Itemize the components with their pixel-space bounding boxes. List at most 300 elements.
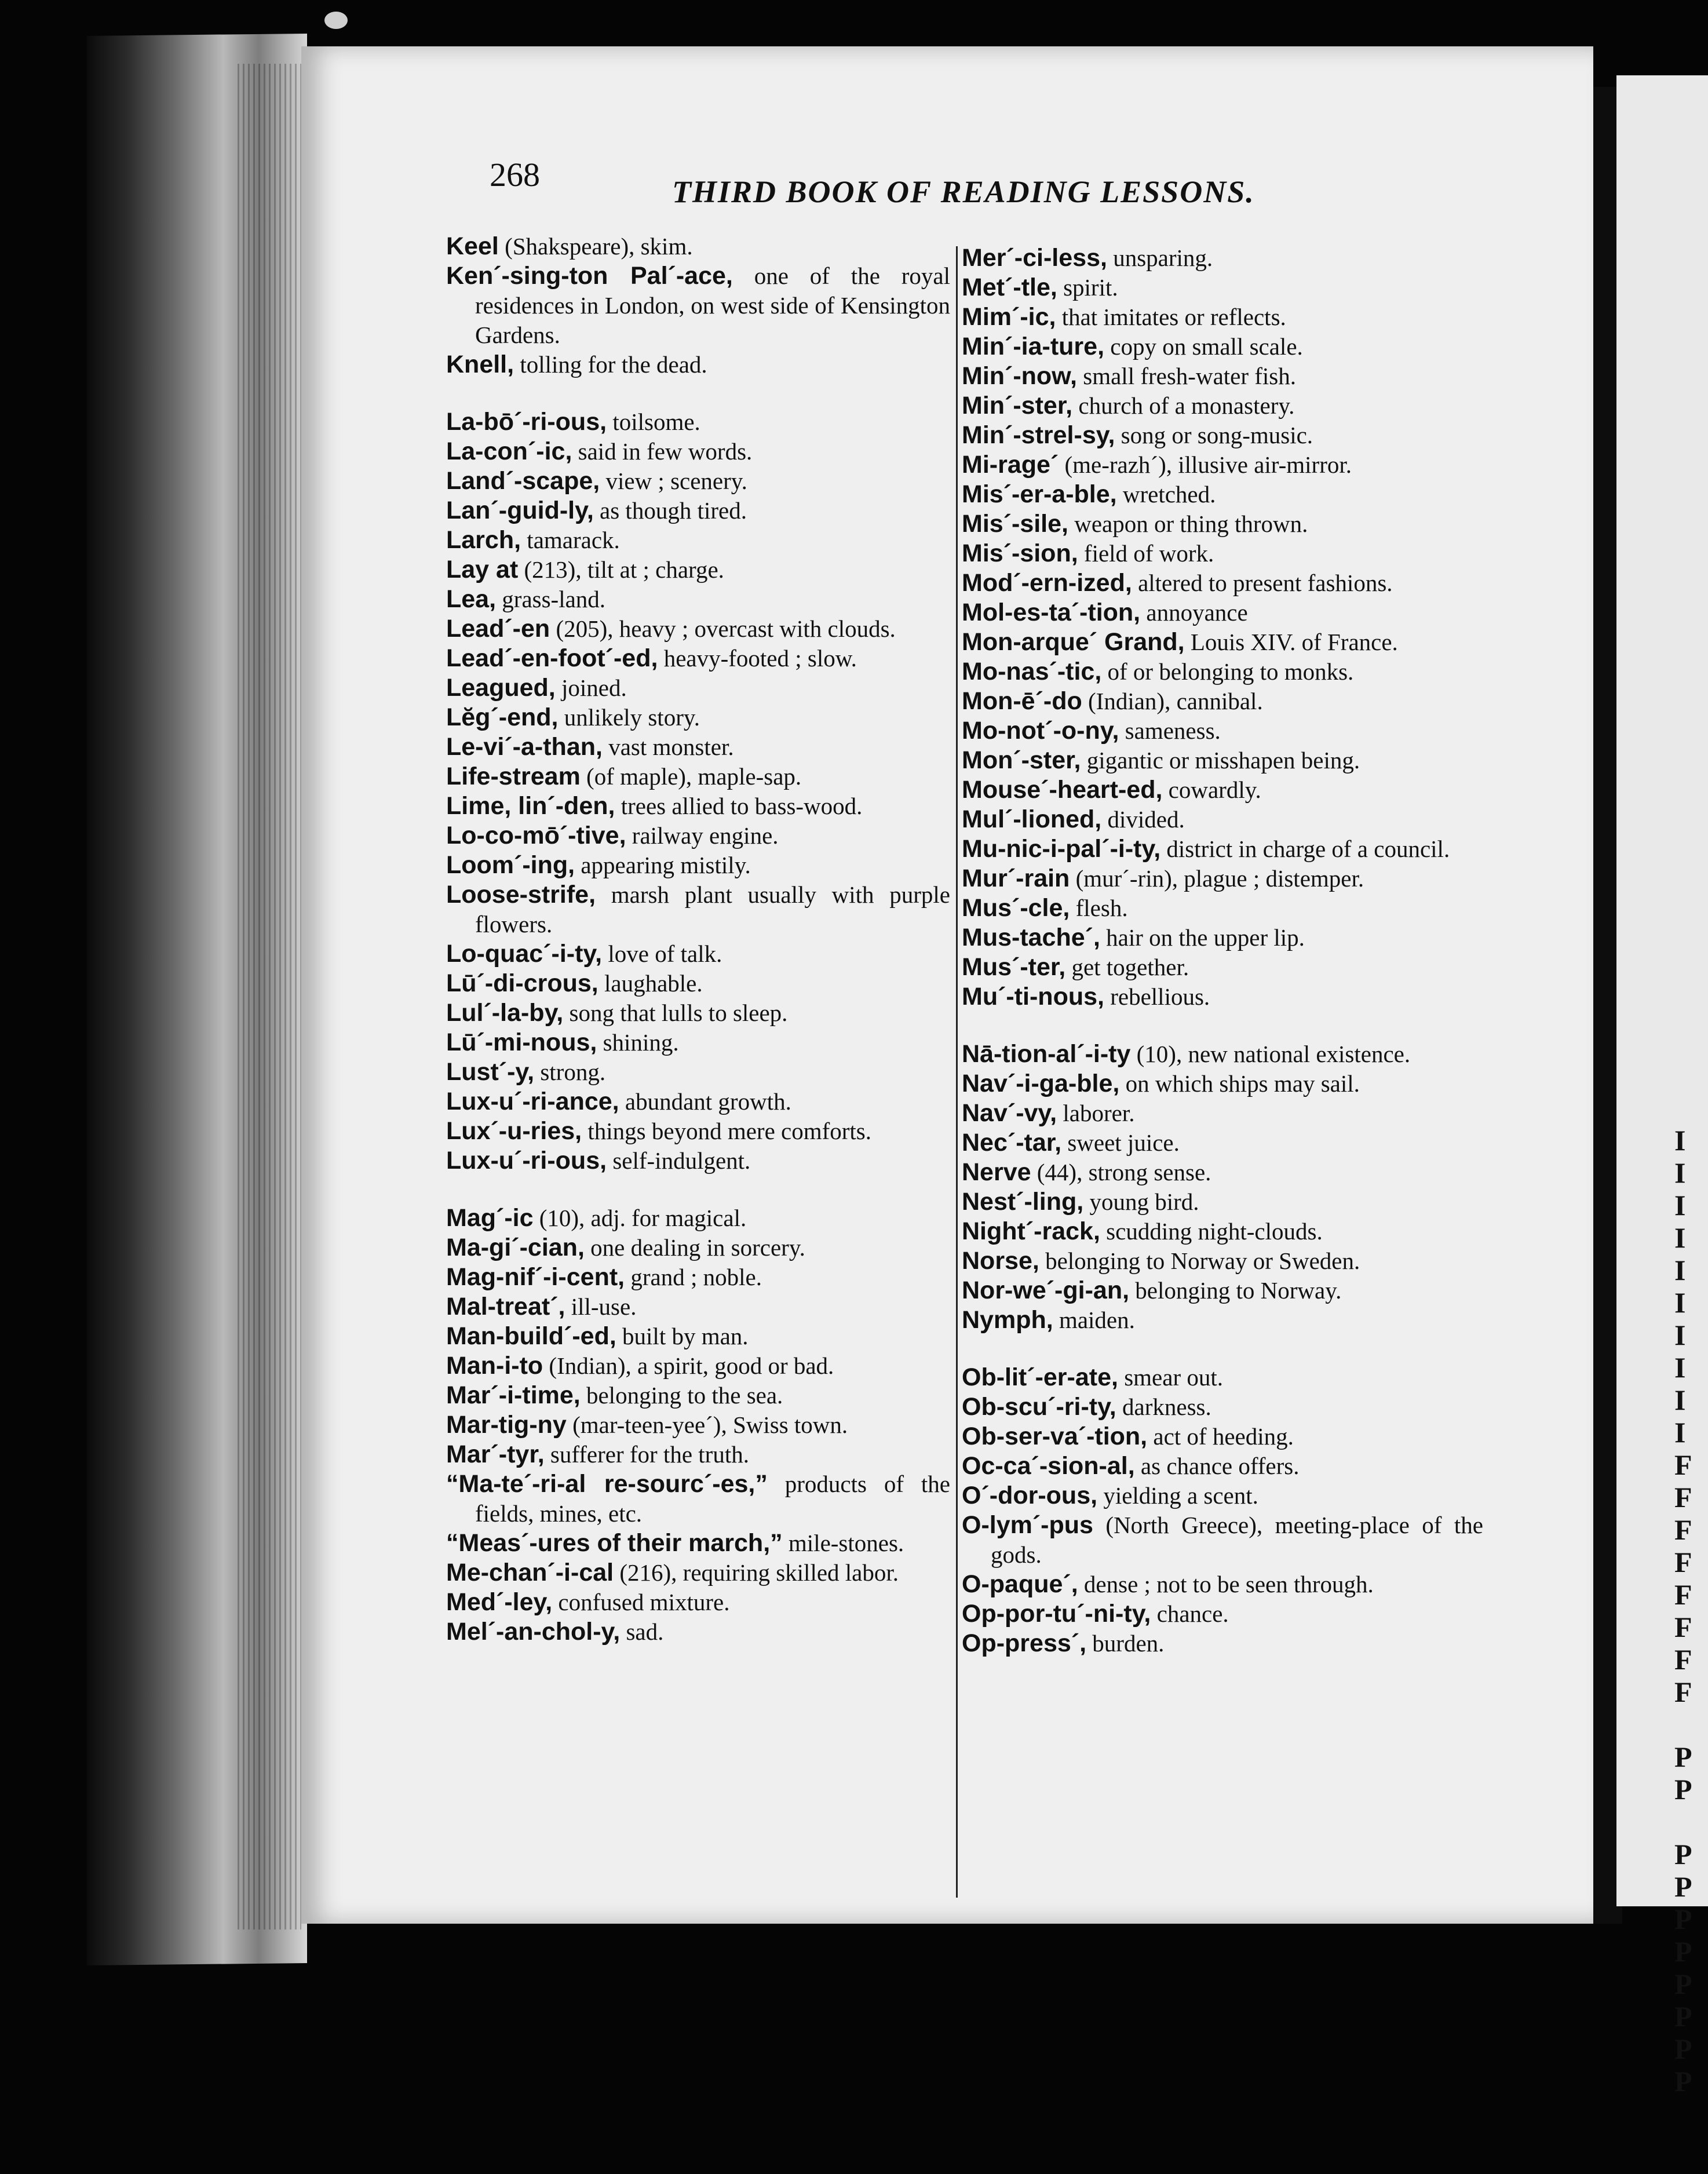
facing-page-letter: I	[1674, 1157, 1686, 1189]
definition: (of maple), maple-sap.	[580, 763, 802, 790]
definition: church of a monastery.	[1072, 392, 1295, 419]
headword: Lux-u´-ri-ance,	[446, 1088, 619, 1115]
glossary-entry	[962, 657, 1483, 687]
definition: act of heeding.	[1147, 1423, 1294, 1450]
glossary-entry	[962, 1511, 1483, 1570]
headword: Loose-strife,	[446, 881, 596, 909]
facing-page-letter: P	[1674, 2000, 1692, 2033]
definition: railway engine.	[626, 822, 779, 849]
definition: grand ; noble.	[625, 1264, 762, 1290]
headword: Mis´-sile,	[962, 510, 1068, 538]
glossary-entry	[446, 1529, 950, 1558]
facing-page-letter: F	[1674, 1676, 1692, 1708]
glossary-entry	[446, 437, 950, 466]
glossary-entry	[446, 791, 950, 821]
headword: Night´-rack,	[962, 1217, 1100, 1245]
headword: Lo-co-mō´-tive,	[446, 822, 626, 849]
glossary-entry	[962, 450, 1483, 480]
headword: Mus´-ter,	[962, 953, 1066, 981]
facing-page-letter: P	[1674, 1741, 1692, 1773]
glossary-entry	[446, 1263, 950, 1292]
glossary-entry	[446, 1028, 950, 1057]
definition: on which ships may sail.	[1119, 1070, 1360, 1097]
section-gap	[962, 1335, 1483, 1363]
facing-page-letter: P	[1674, 2033, 1692, 2065]
headword: Leagued,	[446, 674, 556, 702]
headword: Mu´-ti-nous,	[962, 983, 1104, 1011]
definition: district in charge of a council.	[1160, 836, 1450, 862]
page-number: 268	[490, 156, 540, 194]
definition: (me-razh´), illusive air-mirror.	[1059, 451, 1352, 478]
definition: built by man.	[616, 1323, 749, 1349]
facing-page-letter: P	[1674, 2065, 1692, 2098]
glossary-entry	[446, 1381, 950, 1410]
glossary-entry	[962, 1276, 1483, 1305]
definition: wretched.	[1116, 481, 1216, 508]
glossary-entry	[446, 1440, 950, 1469]
headword: Min´-ster,	[962, 392, 1073, 420]
definition: ill-use.	[565, 1293, 637, 1320]
headword: Mus-tache´,	[962, 924, 1100, 951]
headword: Lead´-en	[446, 615, 550, 643]
glossary-entry	[446, 1203, 950, 1233]
definition: view ; scenery.	[600, 468, 747, 494]
headword: Lux´-u-ries,	[446, 1117, 582, 1145]
definition: marsh plant usually with purple flowers.	[475, 881, 950, 938]
definition: toilsome.	[607, 408, 700, 435]
glossary-entry	[962, 953, 1483, 982]
definition: sad.	[620, 1618, 664, 1645]
definition: field of work.	[1078, 540, 1214, 567]
headword: Lĕg´-end,	[446, 703, 559, 731]
headword: Mol-es-ta´-tion,	[962, 599, 1141, 626]
definition: copy on small scale.	[1104, 333, 1303, 360]
facing-page-letter: P	[1674, 1968, 1692, 2000]
headword: Mar-tig-ny	[446, 1411, 567, 1439]
definition: joined.	[555, 674, 627, 701]
facing-page-letter: P	[1674, 1870, 1692, 1903]
facing-page-letter: P	[1674, 1935, 1692, 1968]
glossary-entry	[962, 687, 1483, 716]
glossary-entry	[446, 1322, 950, 1351]
headword: Larch,	[446, 526, 521, 554]
headword: Ob-lit´-er-ate,	[962, 1363, 1118, 1391]
definition: dense ; not to be seen through.	[1078, 1571, 1374, 1597]
headword: Mal-treat´,	[446, 1293, 565, 1321]
glossary-entry	[446, 466, 950, 496]
facing-page-letter: I	[1674, 1189, 1686, 1221]
definition: burden.	[1086, 1630, 1165, 1657]
definition: (mar-teen-yee´), Swiss town.	[566, 1411, 848, 1438]
definition: unsparing.	[1107, 245, 1213, 271]
glossary-entry	[962, 598, 1483, 628]
glossary-entry	[962, 805, 1483, 834]
definition: as though tired.	[593, 497, 747, 524]
glossary-entry	[446, 1233, 950, 1263]
headword: Mim´-ic,	[962, 303, 1056, 331]
definition: flesh.	[1070, 895, 1128, 921]
glossary-entry	[446, 762, 950, 791]
glossary-entry	[962, 1128, 1483, 1158]
definition: hair on the upper lip.	[1100, 924, 1305, 951]
definition: darkness.	[1116, 1394, 1211, 1420]
headword: Ob-scu´-ri-ty,	[962, 1393, 1116, 1421]
glossary-entry	[446, 555, 950, 585]
headword: La-con´-ic,	[446, 437, 572, 465]
headword: Mon-ē´-do	[962, 687, 1082, 715]
glossary-entry	[446, 496, 950, 526]
definition: (Shakspeare), skim.	[498, 233, 693, 260]
glossary-entry	[446, 407, 950, 437]
facing-page-letter: I	[1674, 1286, 1686, 1319]
headword: Min´-ia-ture,	[962, 333, 1105, 360]
glossary-entry	[962, 1570, 1483, 1599]
definition: (Indian), a spirit, good or bad.	[543, 1352, 834, 1379]
definition: maiden.	[1053, 1307, 1135, 1333]
glossary-entry	[962, 273, 1483, 302]
headword: O-lym´-pus	[962, 1511, 1093, 1539]
headword: Lea,	[446, 585, 497, 613]
headword: Keel	[446, 232, 499, 260]
facing-page-letter: F	[1674, 1546, 1692, 1578]
headword: Ken´-sing-ton Pal´-ace,	[446, 262, 733, 290]
glossary-right-column	[962, 243, 1483, 1658]
definition: appearing mistily.	[575, 852, 751, 878]
facing-page-letter: F	[1674, 1481, 1692, 1513]
glossary-entry	[962, 893, 1483, 923]
glossary-left-column	[446, 232, 950, 1647]
headword: Me-chan´-i-cal	[446, 1559, 614, 1586]
facing-page-letter: F	[1674, 1611, 1692, 1643]
headword: Man-i-to	[446, 1352, 543, 1380]
headword: Lul´-la-by,	[446, 999, 564, 1027]
glossary-entry	[962, 1039, 1483, 1069]
headword: Lux-u´-ri-ous,	[446, 1147, 607, 1174]
definition: vast monster.	[602, 734, 734, 760]
definition: tamarack.	[521, 527, 620, 553]
headword: Loom´-ing,	[446, 851, 575, 879]
headword: Med´-ley,	[446, 1588, 553, 1616]
glossary-entry	[962, 1481, 1483, 1511]
definition: yielding a scent.	[1097, 1482, 1258, 1509]
headword: Op-por-tu´-ni-ty,	[962, 1600, 1151, 1628]
section-gap	[446, 380, 950, 407]
definition: one of the royal residences in London, on west side of Kensington Gardens.	[475, 262, 950, 348]
headword: Lū´-di-crous,	[446, 969, 598, 997]
glossary-entry	[446, 1469, 950, 1529]
definition: divided.	[1101, 806, 1185, 833]
headword: O-paque´,	[962, 1570, 1078, 1598]
definition: products of the fields, mines, etc.	[475, 1471, 950, 1527]
headword: Le-vi´-a-than,	[446, 733, 603, 761]
glossary-entry	[446, 851, 950, 880]
facing-page-letter: I	[1674, 1384, 1686, 1416]
facing-page-letters	[1674, 1124, 1708, 2098]
definition: spirit.	[1057, 274, 1118, 301]
facing-page-letter: I	[1674, 1416, 1686, 1449]
headword: Ob-ser-va´-tion,	[962, 1422, 1148, 1450]
glossary-entry	[962, 923, 1483, 953]
definition: small fresh-water fish.	[1077, 363, 1297, 389]
glossary-entry	[446, 969, 950, 998]
glossary-entry	[446, 1117, 950, 1146]
definition: smear out.	[1118, 1364, 1223, 1391]
definition: get together.	[1065, 954, 1189, 980]
glossary-entry	[962, 1422, 1483, 1451]
glossary-entry	[962, 1305, 1483, 1335]
glossary-entry	[962, 391, 1483, 421]
glossary-entry	[446, 939, 950, 969]
facing-page-letter: I	[1674, 1124, 1686, 1157]
headword: Norse,	[962, 1247, 1039, 1275]
definition: (Indian), cannibal.	[1082, 688, 1263, 714]
glossary-entry	[446, 880, 950, 939]
headword: Ma-gi´-cian,	[446, 1234, 585, 1261]
glossary-entry	[446, 1410, 950, 1440]
glossary-entry	[962, 243, 1483, 273]
definition: confused mixture.	[552, 1589, 730, 1615]
headword: Nest´-ling,	[962, 1188, 1084, 1216]
glossary-entry	[446, 585, 950, 614]
glossary-entry	[446, 1292, 950, 1322]
glossary-entry	[962, 1246, 1483, 1276]
headword: Man-build´-ed,	[446, 1322, 616, 1350]
definition: that imitates or reflects.	[1056, 304, 1286, 330]
headword: Mul´-lioned,	[962, 805, 1102, 833]
glossary-entry	[446, 703, 950, 732]
definition: one dealing in sorcery.	[584, 1234, 805, 1261]
facing-page-letter: F	[1674, 1449, 1692, 1481]
facing-page-letter	[1674, 1708, 1708, 1741]
definition: gigantic or misshapen being.	[1081, 747, 1360, 774]
glossary-entry	[962, 332, 1483, 362]
glossary-entry	[446, 614, 950, 644]
headword: Min´-strel-sy,	[962, 421, 1115, 449]
definition: shining.	[597, 1029, 679, 1056]
column-divider	[956, 246, 958, 1898]
headword: Nerve	[962, 1158, 1031, 1186]
headword: Mis´-sion,	[962, 539, 1078, 567]
definition: (216), requiring skilled labor.	[614, 1559, 899, 1586]
headword: Lime, lin´-den,	[446, 792, 615, 820]
headword: Mon´-ster,	[962, 746, 1081, 774]
headword: Mouse´-heart-ed,	[962, 776, 1163, 804]
headword: Nec´-tar,	[962, 1129, 1062, 1157]
headword: Oc-ca´-sion-al,	[962, 1452, 1135, 1480]
headword: “Ma-te´-ri-al re-sourc´-es,”	[446, 1470, 768, 1498]
headword: Op-press´,	[962, 1629, 1087, 1657]
headword: Land´-scape,	[446, 467, 600, 495]
definition: self-indulgent.	[607, 1147, 751, 1174]
definition: trees allied to bass-wood.	[615, 793, 863, 819]
glossary-entry	[446, 261, 950, 350]
definition: heavy-footed ; slow.	[658, 645, 857, 672]
glossary-entry	[446, 998, 950, 1028]
headword: Mi-rage´	[962, 451, 1059, 479]
headword: Mo-nas´-tic,	[962, 658, 1102, 685]
definition: (44), strong sense.	[1031, 1159, 1211, 1186]
headword: Mel´-an-chol-y,	[446, 1618, 621, 1646]
definition: altered to present fashions.	[1132, 570, 1393, 596]
definition: rebellious.	[1104, 983, 1210, 1010]
glossary-entry	[446, 1558, 950, 1588]
definition: abundant growth.	[619, 1088, 791, 1115]
facing-page-letter: I	[1674, 1319, 1686, 1351]
headword: Mo-not´-o-ny,	[962, 717, 1119, 745]
headword: Mod´-ern-ized,	[962, 569, 1132, 597]
definition: said in few words.	[572, 438, 753, 465]
glossary-entry	[962, 568, 1483, 598]
definition: Louis XIV. of France.	[1184, 629, 1398, 655]
glossary-entry	[962, 539, 1483, 568]
glossary-entry	[962, 1392, 1483, 1422]
definition: (10), adj. for magical.	[533, 1205, 747, 1231]
definition: (mur´-rin), plague ; distemper.	[1070, 865, 1364, 892]
definition: (North Greece), meeting-place of the gods.	[991, 1512, 1483, 1568]
glossary-entry	[962, 509, 1483, 539]
glossary-entry	[446, 673, 950, 703]
definition: strong.	[534, 1059, 606, 1085]
glossary-entry	[446, 1057, 950, 1087]
glossary-entry	[446, 1087, 950, 1117]
facing-page-letter: F	[1674, 1578, 1692, 1611]
definition: as chance offers.	[1134, 1453, 1300, 1479]
definition: song or song-music.	[1115, 422, 1313, 448]
headword: Mu-nic-i-pal´-i-ty,	[962, 835, 1161, 863]
glossary-entry	[446, 732, 950, 762]
glossary-entry	[446, 821, 950, 851]
facing-page-letter: I	[1674, 1254, 1686, 1286]
glossary-entry	[962, 302, 1483, 332]
headword: Lust´-y,	[446, 1058, 535, 1086]
headword: Lo-quac´-i-ty,	[446, 940, 603, 968]
headword: Lū´-mi-nous,	[446, 1028, 597, 1056]
glossary-entry	[962, 716, 1483, 746]
definition: laughable.	[598, 970, 703, 997]
headword: Mur´-rain	[962, 865, 1070, 892]
glossary-entry	[962, 1217, 1483, 1246]
headword: Nymph,	[962, 1306, 1053, 1334]
facing-page-letter: F	[1674, 1643, 1692, 1676]
glossary-entry	[446, 1351, 950, 1381]
facing-page-letter	[1674, 1805, 1708, 1838]
page-edges	[238, 64, 301, 1929]
definition: grass-land.	[496, 586, 606, 612]
headword: Nor-we´-gi-an,	[962, 1276, 1130, 1304]
headword: Min´-now,	[962, 362, 1078, 390]
definition: young bird.	[1083, 1188, 1199, 1215]
facing-page-letter: P	[1674, 1838, 1692, 1870]
definition: tolling for the dead.	[514, 351, 707, 378]
glossary-entry	[962, 1629, 1483, 1658]
headword: Lan´-guid-ly,	[446, 497, 594, 524]
headword: Mus´-cle,	[962, 894, 1070, 922]
headword: La-bō´-ri-ous,	[446, 408, 607, 436]
headword: Lead´-en-foot´-ed,	[446, 644, 658, 672]
glossary-entry	[446, 1588, 950, 1617]
facing-page-letter: I	[1674, 1221, 1686, 1254]
glossary-entry	[962, 1158, 1483, 1187]
glossary-entry	[962, 1187, 1483, 1217]
glossary-entry	[962, 362, 1483, 391]
glossary-entry	[962, 746, 1483, 775]
definition: mile-stones.	[782, 1530, 904, 1556]
headword: Life-stream	[446, 763, 581, 790]
glossary-entry	[446, 526, 950, 555]
definition: belonging to Norway or Sweden.	[1039, 1248, 1360, 1274]
glossary-entry	[962, 1363, 1483, 1392]
dust-mark	[324, 12, 348, 29]
glossary-entry	[962, 834, 1483, 864]
glossary-entry	[962, 1599, 1483, 1629]
section-gap	[446, 1176, 950, 1203]
definition: (10), new national existence.	[1130, 1041, 1411, 1067]
definition: chance.	[1151, 1600, 1229, 1627]
headword: Mar´-i-time,	[446, 1381, 581, 1409]
headword: Nav´-vy,	[962, 1099, 1057, 1127]
definition: unlikely story.	[558, 704, 700, 731]
headword: Met´-tle,	[962, 273, 1057, 301]
facing-page-letter: P	[1674, 1903, 1692, 1935]
definition: things beyond mere comforts.	[582, 1118, 872, 1144]
facing-page-letter: F	[1674, 1513, 1692, 1546]
definition: love of talk.	[602, 940, 722, 967]
definition: belonging to the sea.	[580, 1382, 783, 1409]
headword: Mag-nif´-i-cent,	[446, 1263, 625, 1291]
headword: O´-dor-ous,	[962, 1482, 1098, 1509]
glossary-entry	[962, 1069, 1483, 1099]
glossary-entry	[962, 1451, 1483, 1481]
glossary-entry	[962, 628, 1483, 657]
definition: weapon or thing thrown.	[1068, 510, 1308, 537]
definition: of or belonging to monks.	[1101, 658, 1354, 685]
definition: laborer.	[1057, 1100, 1135, 1126]
definition: (213), tilt at ; charge.	[518, 556, 724, 583]
glossary-entry	[962, 775, 1483, 805]
glossary-entry	[962, 864, 1483, 893]
glossary-entry	[962, 982, 1483, 1012]
glossary-entry	[446, 644, 950, 673]
definition: annoyance	[1140, 599, 1248, 626]
headword: “Meas´-ures of their march,”	[446, 1529, 783, 1557]
definition: sufferer for the truth.	[544, 1441, 749, 1468]
headword: Mar´-tyr,	[446, 1440, 545, 1468]
definition: scudding night-clouds.	[1100, 1218, 1323, 1245]
headword: Mer´-ci-less,	[962, 244, 1107, 272]
headword: Knell,	[446, 351, 514, 378]
glossary-entry	[962, 480, 1483, 509]
glossary-entry	[446, 350, 950, 380]
definition: song that lulls to sleep.	[563, 1000, 788, 1026]
headword: Nā-tion-al´-i-ty	[962, 1040, 1131, 1068]
definition: (205), heavy ; overcast with clouds.	[550, 615, 896, 642]
definition: cowardly.	[1162, 776, 1261, 803]
running-title: THIRD BOOK OF READING LESSONS.	[672, 174, 1255, 209]
definition: sameness.	[1119, 717, 1221, 744]
glossary-entry	[446, 1617, 950, 1647]
glossary-entry	[446, 232, 950, 261]
headword: Mis´-er-a-ble,	[962, 480, 1117, 508]
headword: Mon-arque´ Grand,	[962, 628, 1185, 656]
definition: belonging to Norway.	[1129, 1277, 1342, 1304]
glossary-entry	[962, 1099, 1483, 1128]
definition: sweet juice.	[1061, 1129, 1180, 1156]
glossary-entry	[446, 1146, 950, 1176]
headword: Mag´-ic	[446, 1204, 534, 1232]
headword: Lay at	[446, 556, 519, 583]
headword: Nav´-i-ga-ble,	[962, 1070, 1120, 1097]
facing-page-letter: P	[1674, 1773, 1692, 1805]
